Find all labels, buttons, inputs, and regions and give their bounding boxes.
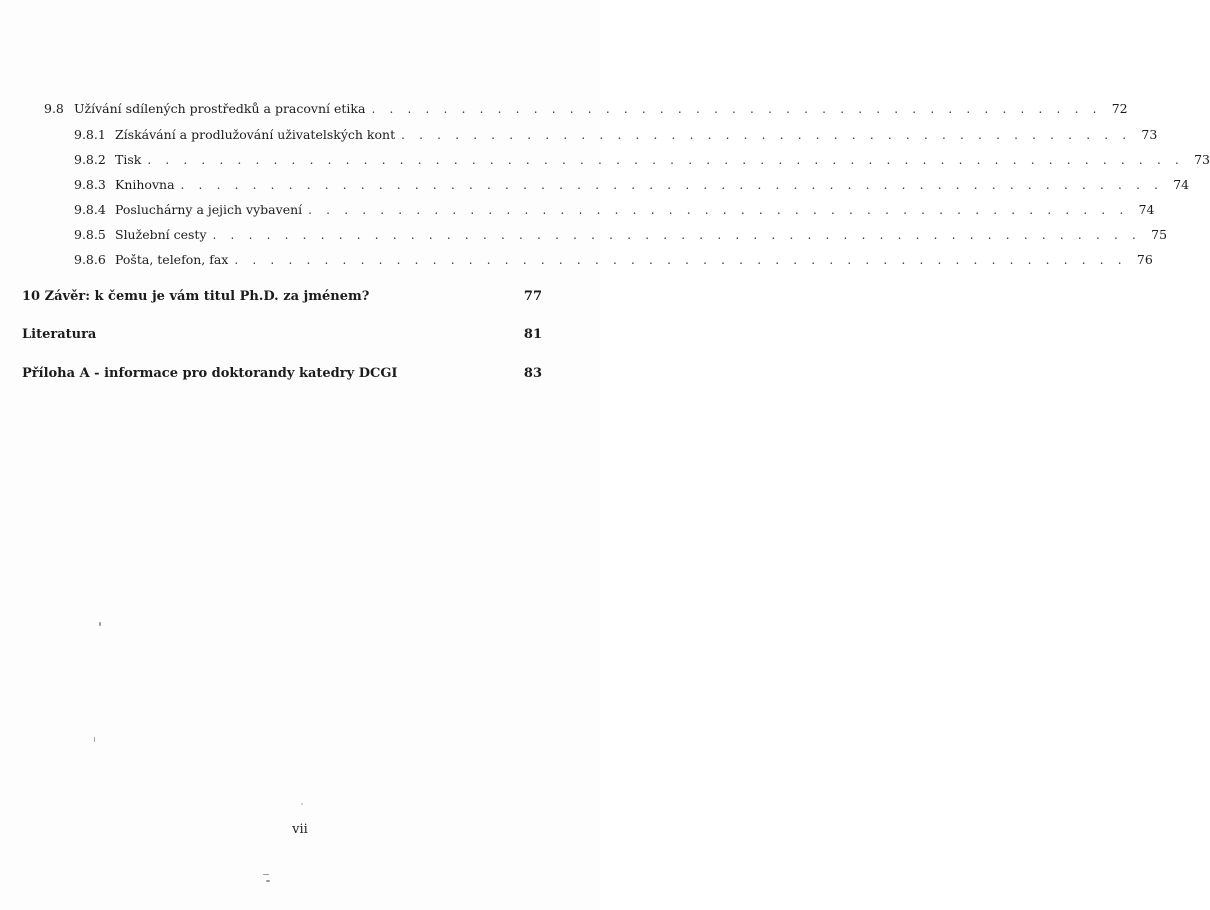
toc-entry-page: 73: [1141, 127, 1158, 142]
toc-leader-dots: . . . . . . . . . . . . . . . . . . . . . . . . . . . . . . . . . . . . . . . . . . . . . . . . . .: [234, 253, 1127, 267]
toc-entry-page: 74: [1173, 177, 1190, 192]
toc-entry-9-8-3[interactable]: [74, 177, 1190, 193]
toc-entry-number: 9.8.6: [74, 252, 106, 267]
toc-entry-title: Tisk: [115, 152, 142, 167]
toc-entry-title: Získávání a prodlužování uživatelských kont: [115, 127, 396, 142]
toc-entry-number: 9.8.4: [74, 202, 106, 217]
toc-entry-number: 9.8.5: [74, 227, 106, 242]
toc-chapter-priloha-a[interactable]: [22, 366, 542, 382]
toc-chapter-page: 77: [523, 289, 542, 304]
toc-entry-number: 9.8.3: [74, 177, 106, 192]
toc-chapter-title: 10 Závěr: k čemu je vám titul Ph.D. za jménem?: [22, 289, 370, 304]
toc-entry-title: Služební cesty: [115, 227, 207, 242]
toc-entry-page: 73: [1194, 152, 1210, 167]
scan-speck: [99, 622, 101, 626]
toc-entry-page: 75: [1151, 227, 1168, 242]
toc-entry-number: 9.8.2: [74, 152, 106, 167]
toc-leader-dots: . . . . . . . . . . . . . . . . . . . . . . . . . . . . . . . . . . . . . . . . .: [401, 128, 1132, 142]
toc-chapter-literatura[interactable]: [22, 327, 542, 343]
toc-entry-9-8-1[interactable]: [74, 127, 1158, 143]
toc-entry-page: 72: [1111, 101, 1128, 116]
toc-entry-9-8-5[interactable]: [74, 227, 1168, 243]
toc-entry-title: Posluchárny a jejich vybavení: [115, 202, 303, 217]
toc-chapter-page: 83: [523, 366, 542, 381]
toc-entry-9-8-6[interactable]: [74, 252, 1153, 268]
toc-entry-9-8-2[interactable]: [74, 152, 1210, 168]
toc-leader-dots: . . . . . . . . . . . . . . . . . . . . . . . . . . . . . . . . . . . . . . . . . . . . . . . . . . . . . . .: [180, 178, 1164, 192]
toc-entry-number: 9.8: [44, 101, 64, 116]
toc-entry-9-8[interactable]: [44, 101, 1128, 117]
toc-chapter-title: Literatura: [22, 327, 97, 342]
scan-speck: [301, 803, 303, 805]
toc-entry-number: 9.8.1: [74, 127, 106, 142]
toc-chapter-10[interactable]: [22, 289, 542, 305]
toc-entry-9-8-4[interactable]: [74, 202, 1155, 218]
scan-speck: [266, 880, 270, 882]
toc-leader-dots: . . . . . . . . . . . . . . . . . . . . . . . . . . . . . . . . . . . . . . . . . . . . . . . . . . . . . . . . . .: [147, 153, 1184, 167]
toc-entry-title: Užívání sdílených prostředků a pracovní etika: [74, 101, 366, 116]
toc-chapter-page: 81: [523, 327, 542, 342]
toc-entry-page: 76: [1136, 252, 1153, 267]
toc-entry-page: 74: [1138, 202, 1155, 217]
toc-entry-title: Pošta, telefon, fax: [115, 252, 229, 267]
toc-chapter-title: Příloha A - informace pro doktorandy katedry DCGI: [22, 366, 398, 381]
page-number: vii: [292, 822, 308, 837]
toc-leader-dots: . . . . . . . . . . . . . . . . . . . . . . . . . . . . . . . . . . . . . . . . . . . . . .: [308, 203, 1129, 217]
toc-entry-title: Knihovna: [115, 177, 175, 192]
toc-leader-dots: . . . . . . . . . . . . . . . . . . . . . . . . . . . . . . . . . . . . . . . . . . . . . . . . . . . .: [212, 228, 1142, 242]
toc-leader-dots: . . . . . . . . . . . . . . . . . . . . . . . . . . . . . . . . . . . . . . . . .: [371, 102, 1102, 116]
scan-speck: [263, 874, 269, 875]
scan-speck: [94, 737, 95, 742]
